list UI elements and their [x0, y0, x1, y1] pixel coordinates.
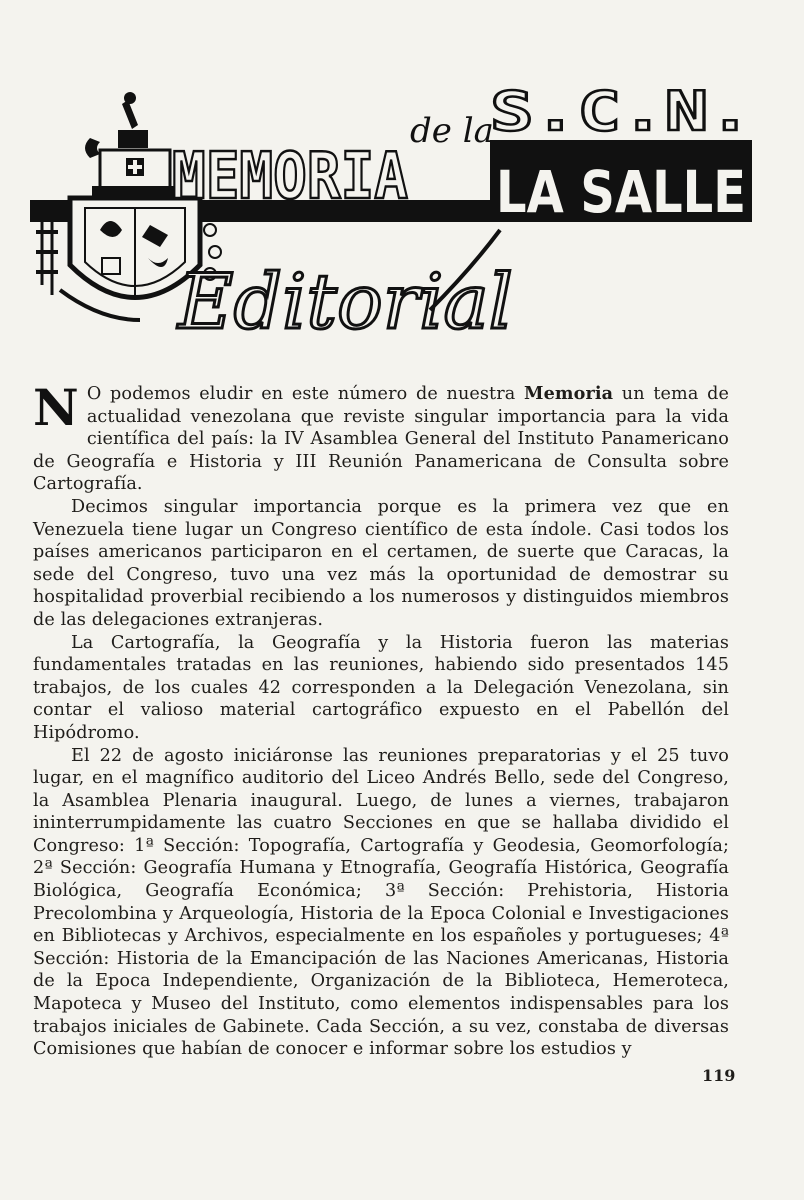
- masthead-section-title: Editorial: [178, 257, 513, 346]
- masthead-artwork: [30, 80, 780, 350]
- paragraph-1-rest: un tema de actualidad venezolana que reviste singular importancia para la vida científica del país: la IV Asamblea General del Instituto Panamericano de Geografía e Historia y III Reunión Panamericana de Consulta sobre Cartografía.: [33, 384, 730, 495]
- editorial-body: [33, 378, 730, 1061]
- page-number: 119: [702, 1066, 736, 1085]
- paragraph-1: [33, 378, 730, 496]
- paragraph-2: Decimos singular importancia porque es la primera vez que en Venezuela tiene lugar un Congreso científico de esta índole. Casi todos los países americanos participaron en el certamen, de suerte que Caracas, la sede del Congreso, tuvo una vez más la oportunidad de demostrar su hospitalidad proverbial recibiendo a los numerosos y distinguidos miembros de las delegaciones extranjeras.: [33, 496, 729, 630]
- drop-cap: N: [33, 378, 79, 437]
- paragraph-3: La Cartografía, la Geografía y la Historia fueron las materias fundamentales tratadas en las reuniones, habiendo sido presentados 145 trabajos, de los cuales 42 corresponden a la Delegación Venezolana, sin contar el valioso material cartográfico expuesto en el Pabellón del Hipódromo.: [33, 632, 729, 743]
- masthead-title-abbrev: S.C.N.: [490, 80, 752, 143]
- paragraph-4: El 22 de agosto iniciáronse las reuniones preparatorias y el 25 tuvo lugar, en el magnífico auditorio del Liceo Andrés Bello, sede del Congreso, la Asamblea Plenaria inaugural. Luego, de lunes a viernes, trabajaron ininterrumpidamente las cuatro Secciones en que se hallaba dividido el Congreso: 1ª Sección: Topografía, Cartografía y Geodesia, Geomorfología; 2ª Sección: Geografía Humana y Etnografía, Geografía Histórica, Geografía Biológica, Geografía Económica; 3ª Sección: Prehistoria, Historia Precolombina y Arqueología, Historia de la Epoca Colonial e Investigaciones en Bibliotecas y Archivos, especialmente en los españoles y portugueses; 4ª Sección: Historia de la Emancipación de las Naciones Americanas, Historia de la Epoca Independiente, Organización de la Biblioteca, Hemeroteca, Mapoteca y Museo del Instituto, como elementos indispensables para los trabajos iniciales de Gabinete. Cada Sección, a su vez, constaba de diversas Comisiones que habían de conocer e informar sobre los estudios y: [33, 745, 729, 1060]
- masthead-title-connector: de la: [410, 111, 494, 151]
- masthead-subtitle: LA SALLE: [496, 158, 746, 226]
- masthead-title-word: MEMORIA: [172, 140, 408, 214]
- memoria-emphasis: Memoria: [524, 383, 614, 404]
- masthead: [30, 80, 780, 350]
- paragraph-1-lead: O podemos eludir en este número de nuestra: [86, 384, 525, 404]
